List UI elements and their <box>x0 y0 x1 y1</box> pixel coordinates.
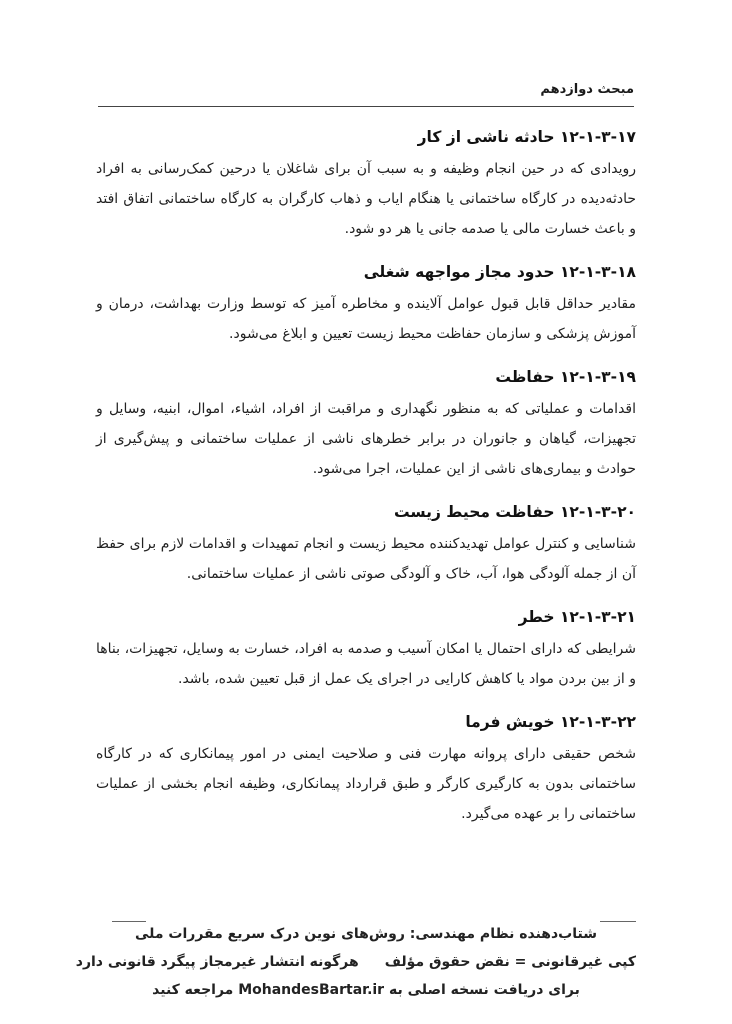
definition-section <box>96 261 636 349</box>
footer-suffix-text: مراجعه کنید <box>152 982 234 998</box>
section-body: رویدادی که در حین انجام وظیفه و به سبب آن برای شاغلان یا درحین کمک‌رسانی به افراد حادثه‌دیده در کارگاه ساختمانی یا هنگام ایاب و ذهاب کارگران به کارگاه ساختمانی اتفاق افتد و باعث خسارت مالی یا صدمه جانی یا هر دو شود. <box>96 161 636 237</box>
definition-section <box>96 711 636 829</box>
section-title: ۱۲-۱-۳-۱۹ حفاظت <box>495 368 636 386</box>
footer-copyright-text: کپی غیرقانونی = نقض حقوق مؤلف <box>384 954 636 970</box>
section-body: شرایطی که دارای احتمال یا امکان آسیب و صدمه به افراد، خسارت به وسایل، تجهیزات، بناها و از بین بردن مواد یا کاهش کارایی در اجرای یک عمل از قبل تعیین شده، باشد. <box>96 641 636 687</box>
definitions-content <box>96 126 636 846</box>
footer-line-1: شتاب‌دهنده نظام مهندسی: روش‌های نوین درک سریع مقررات ملی <box>135 926 597 942</box>
section-title: ۱۲-۱-۳-۱۸ حدود مجاز مواجهه شغلی <box>363 263 636 281</box>
section-title: ۱۲-۱-۳-۲۱ خطر <box>518 608 636 626</box>
header-divider <box>98 106 634 107</box>
footer-notice <box>75 920 636 1004</box>
footer-line-2 <box>75 948 636 976</box>
section-body: شناسایی و کنترل عوامل تهدیدکننده محیط زیست و انجام تمهیدات و اقدامات لازم برای حفظ آن از جمله آلودگی هوا، آب، خاک و آلودگی صوتی ناشی از عملیات ساختمانی. <box>96 536 636 582</box>
section-title: ۱۲-۱-۳-۲۲ خویش فرما <box>465 713 636 731</box>
footer-website-link[interactable]: MohandesBartar.ir <box>238 982 385 998</box>
definition-section <box>96 366 636 484</box>
section-body: اقدامات و عملیاتی که به منظور نگهداری و مراقبت از افراد، اشیاء، اموال، ابنیه، وسایل و تجهیزات، گیاهان و جانوران در برابر خطرهای ناشی از عملیات ساختمانی و پیش‌گیری از حوادث و بیماری‌های ناشی از این عملیات، اجرا می‌شود. <box>96 401 636 477</box>
section-title: ۱۲-۱-۳-۲۰ حفاظت محیط زیست <box>393 503 636 521</box>
page-header-title: مبحث دوازدهم <box>540 82 634 97</box>
footer-prefix-text: برای دریافت نسخه اصلی به <box>388 982 580 998</box>
footer-line-3 <box>96 976 636 1004</box>
section-body: شخص حقیقی دارای پروانه مهارت فنی و صلاحیت ایمنی در امور پیمانکاری که در کارگاه ساختمانی بدون به کارگیری کارگر و طبق قرارداد پیمانکاری، وظیفه انجام بخشی از عملیات ساختمانی را بر عهده می‌گیرد. <box>96 746 636 822</box>
definition-section <box>96 501 636 589</box>
footer-legal-text: هرگونه انتشار غیرمجاز پیگرد قانونی دارد <box>75 954 359 970</box>
section-title: ۱۲-۱-۳-۱۷ حادثه ناشی از کار <box>417 128 636 146</box>
definition-section <box>96 126 636 244</box>
definition-section <box>96 606 636 694</box>
section-body: مقادیر حداقل قابل قبول عوامل آلاینده و مخاطره آمیز که توسط وزارت بهداشت، درمان و آموزش پزشکی و سازمان حفاظت محیط زیست تعیین و ابلاغ می‌شود. <box>96 296 636 342</box>
